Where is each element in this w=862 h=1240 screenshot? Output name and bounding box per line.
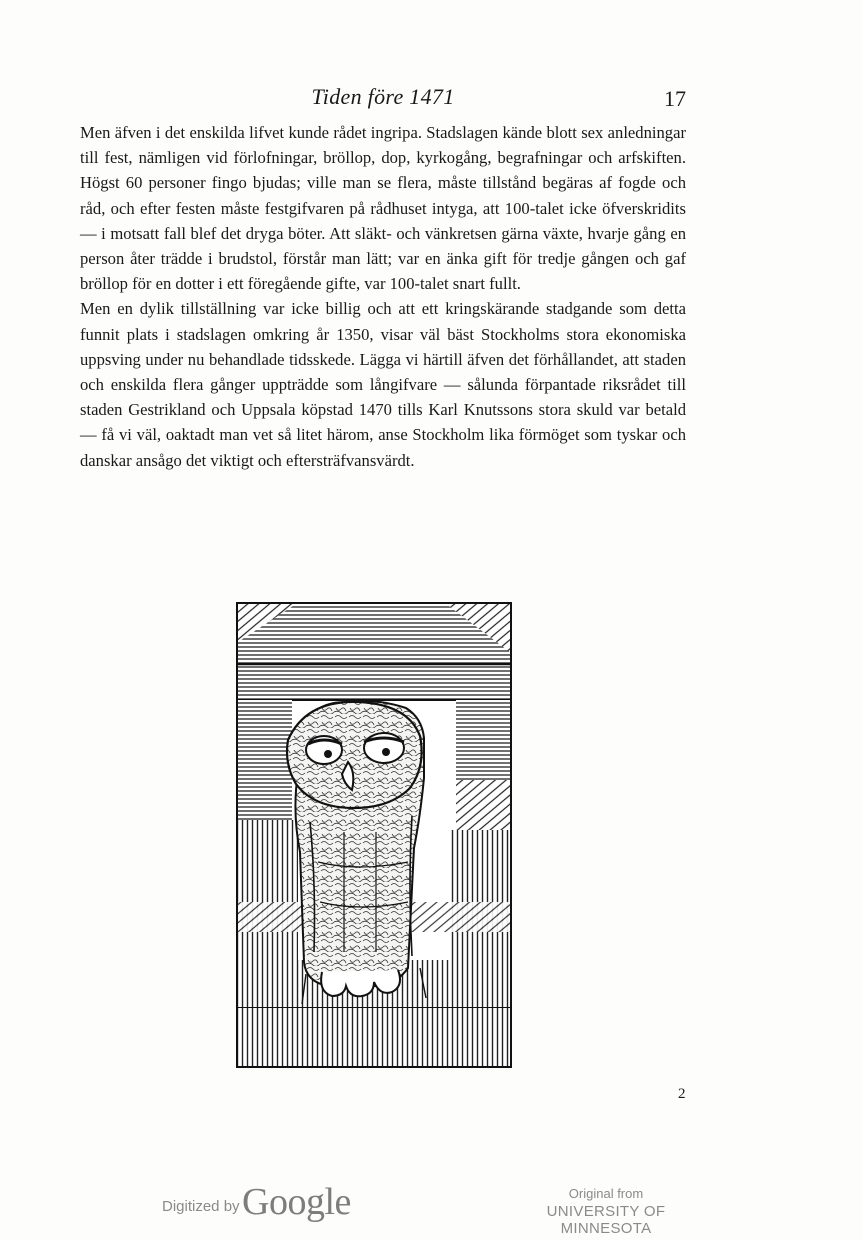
original-from-label: Original from <box>568 1186 644 1201</box>
body-text <box>80 120 686 473</box>
google-logo: Google <box>242 1181 351 1223</box>
original-from-block <box>500 1186 712 1237</box>
signature-mark: 2 <box>678 1086 686 1102</box>
page-number: 17 <box>664 86 686 111</box>
paragraph: Men äfven i det enskilda lifvet kunde rådet ingripa. Stadslagen kände blott sex anledningar till fest, nämligen vid förlofningar, bröllop, dop, kyrkogång, begrafningar och arfskiften. Högst 60 personer fingo bjudas; ville man se flera, måste tillstånd begäras af fogde och råd, och efter festen måste festgifvaren på rådhuset intyga, att 100-talet icke öfverskridits — i motsatt fall blef det dryga böter. Att släkt- och vänkretsen gärna växte, hvarje gång en person åter trädde i brudstol, förstår man lätt; var en änka gift för tredje gången och gaf bröllop för en dotter i ett föregående gifte, var 100-talet snart fullt. <box>80 123 686 294</box>
paragraph: Men en dylik tillställning var icke billig och att ett kringskärande stadgande som detta funnit plats i stadslagen omkring år 1350, visar väl bäst Stockholms stora ekonomiska uppsving under nu behandlade tidsskede. Lägga vi härtill äfven det förhållandet, att staden och enskilda flera gånger uppträdde som långifvare — sålunda förpantade riksrådet till staden Gestrikland och Uppsala köpstad 1470 tills Karl Knutssons stora skuld var betald — få vi väl, oaktadt man vet så litet härom, anse Stockholm lika förmöget som tyskar och danskar ansågo det viktigt och eftersträfvansvärdt. <box>80 299 686 470</box>
institution-name: UNIVERSITY OF MINNESOTA <box>546 1203 666 1237</box>
owl-carving-illustration <box>236 602 512 1068</box>
digitized-by-label: Digitized by <box>162 1198 240 1215</box>
running-title: Tiden före 1471 <box>311 84 455 109</box>
running-head <box>80 84 686 114</box>
